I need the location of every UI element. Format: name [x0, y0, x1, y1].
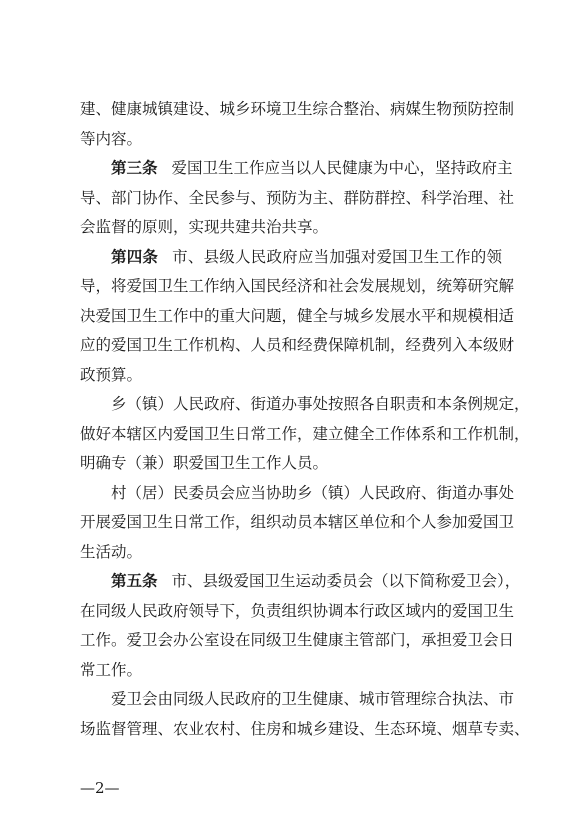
text-line: 场监督管理、农业农村、住房和城乡建设、生态环境、烟草专卖、: [80, 719, 530, 738]
article-5-heading-line: 第五条 市、县级爱国卫生运动委员会（以下简称爱卫会），: [111, 572, 521, 590]
text-line: 政预算。: [80, 365, 143, 384]
text-line: 会监督的原则，实现共建共治共享。: [80, 218, 329, 236]
text-line: 爱卫会由同级人民政府的卫生健康、城市管理综合执法、市: [111, 690, 515, 708]
text-line: 做好本辖区内爱国卫生日常工作，建立健全工作体系和工作机制，: [80, 424, 530, 443]
text-line: 导，将爱国卫生工作纳入国民经济和社会发展规划，统筹研究解: [80, 277, 515, 295]
text-line: 工作。爱卫会办公室设在同级卫生健康主管部门，承担爱卫会日: [80, 631, 515, 649]
text-line: 等内容。: [80, 129, 143, 148]
text-line: 明确专（兼）职爱国卫生工作人员。: [80, 454, 329, 472]
text-line: 开展爱国卫生日常工作，组织动员本辖区单位和个人参加爱国卫: [80, 513, 515, 531]
text-line: 建、健康城镇建设、城乡环境卫生综合整治、病媒生物预防控制: [80, 100, 515, 118]
text-line: 导、部门协作、全民参与、预防为主、群防群控、科学治理、社: [80, 188, 515, 207]
text-line: 村（居）民委员会应当协助乡（镇）人民政府、街道办事处: [111, 483, 515, 502]
article-3-heading-line: 第三条 爱国卫生工作应当以人民健康为中心，坚持政府主: [111, 159, 513, 177]
text-line: 常工作。: [80, 660, 143, 679]
text-line: 在同级人民政府领导下，负责组织协调本行政区域内的爱国卫生: [80, 601, 515, 620]
text-line: 应的爱国卫生工作机构、人员和经费保障机制，经费列入本级财: [80, 336, 515, 354]
article-number: 第五条: [111, 572, 158, 590]
text-line: 决爱国卫生工作中的重大问题，健全与城乡发展水平和规模相适: [80, 306, 515, 325]
article-4-heading-line: 第四条 市、县级人民政府应当加强对爱国卫生工作的领: [111, 247, 502, 266]
document-body: [80, 95, 530, 744]
text-line: 乡（镇）人民政府、街道办事处按照各自职责和本条例规定，: [111, 395, 530, 413]
page-number: —2—: [80, 779, 120, 797]
article-number: 第四条: [111, 247, 159, 266]
article-number: 第三条: [111, 159, 158, 177]
text-line: 生活动。: [80, 542, 143, 561]
